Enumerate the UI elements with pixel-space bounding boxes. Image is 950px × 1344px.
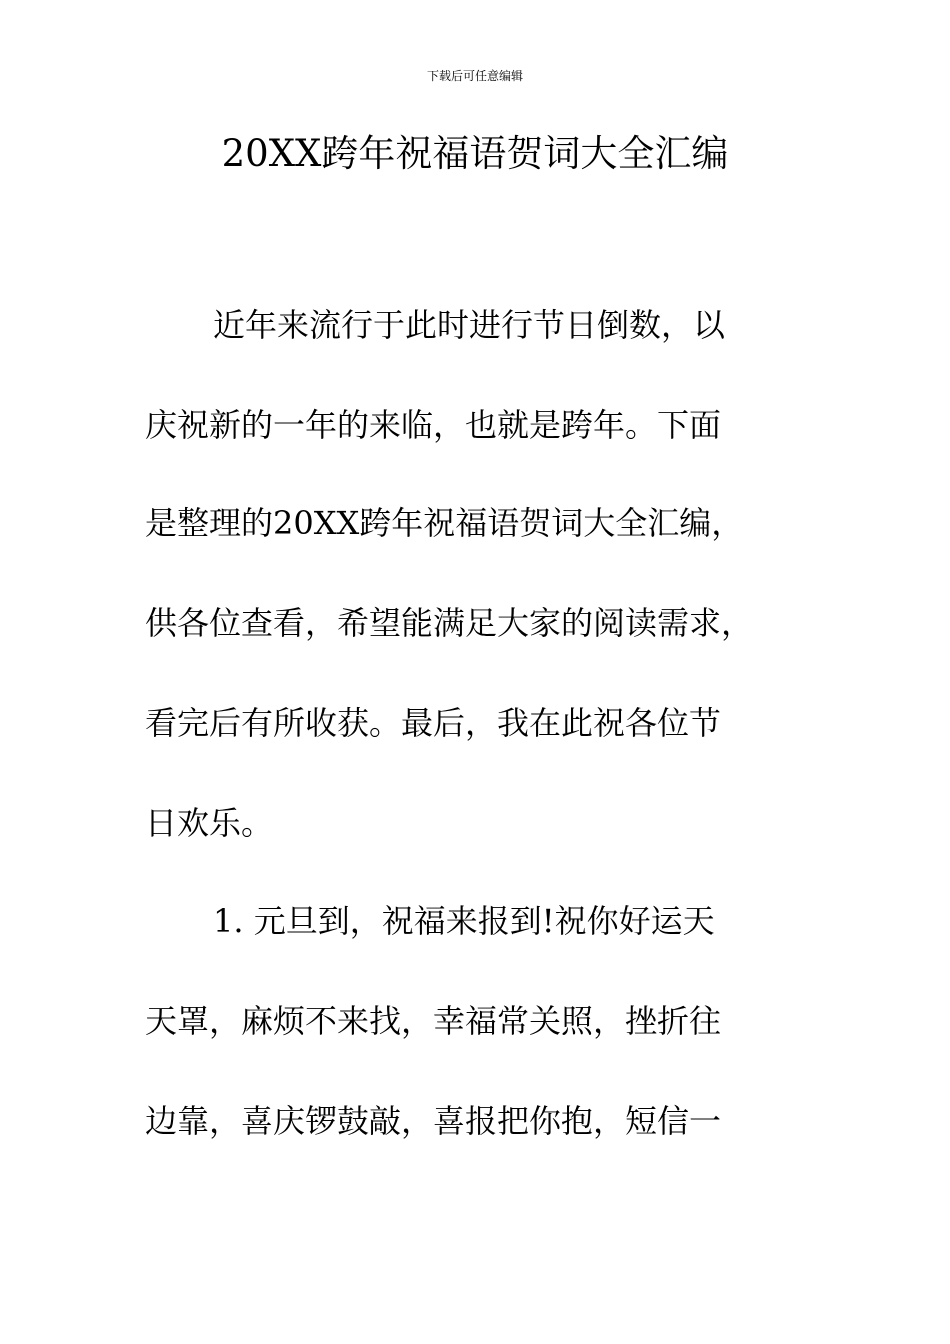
paragraph-line: 日欢乐。: [145, 804, 274, 842]
document-title: 20XX跨年祝福语贺词大全汇编: [221, 132, 729, 175]
paragraph-line: 天罩，麻烦不来找，幸福常关照，挫折往: [145, 1002, 722, 1040]
paragraph-line: 近年来流行于此时进行节日倒数，以: [213, 306, 726, 344]
paragraph-line: 庆祝新的一年的来临，也就是跨年。下面: [145, 406, 722, 444]
paragraph-line: 是整理的20XX跨年祝福语贺词大全汇编，: [145, 504, 744, 542]
paragraph-line: 看完后有所收获。最后，我在此祝各位节: [145, 704, 722, 742]
header-note: 下载后可任意编辑: [426, 69, 523, 83]
paragraph-line: 1. 元旦到，祝福来报到!祝你好运天: [213, 902, 715, 940]
paragraph-line: 供各位查看，希望能满足大家的阅读需求，: [145, 604, 754, 642]
paragraph-line: 边靠，喜庆锣鼓敲，喜报把你抱，短信一: [145, 1102, 722, 1140]
